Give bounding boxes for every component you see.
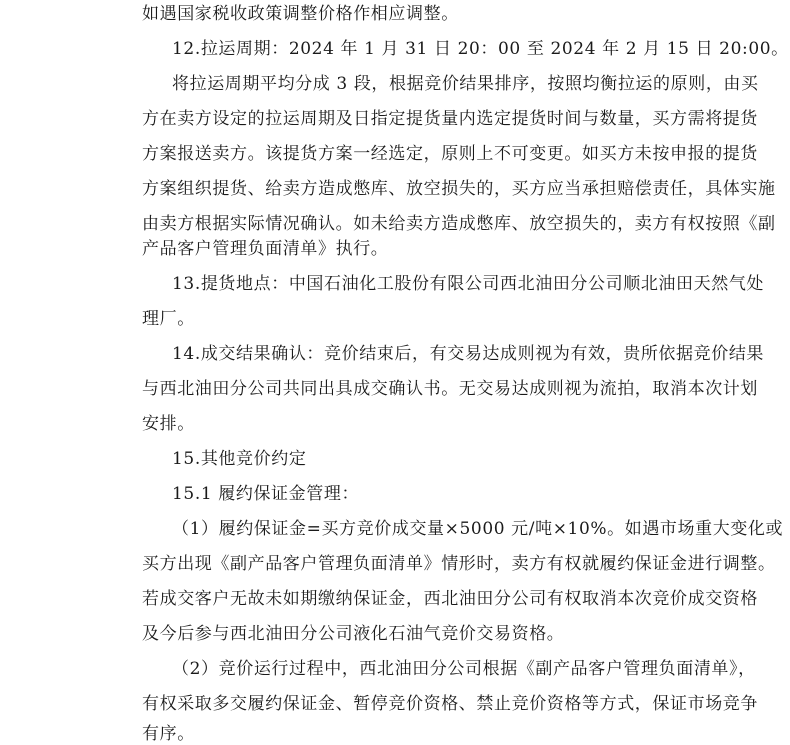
text-line: 安排。 [142,414,195,434]
text-line: （2）竞价运行过程中，西北油田分公司根据《副产品客户管理负面清单》， [172,659,756,679]
text-line: 方案报送卖方。该提货方案一经选定，原则上不可变更。如买方未按申报的提货 [142,144,758,164]
text-line: 及今后参与西北油田分公司液化石油气竞价交易资格。 [142,624,565,644]
text-line: 买方出现《副产品客户管理负面清单》情形时，卖方有权就履约保证金进行调整。 [142,554,776,574]
text-line: 14.成交结果确认：竞价结束后，有交易达成则视为有效，贵所依据竞价结果 [172,344,765,364]
text-line: 方案组织提货、给卖方造成憋库、放空损失的，买方应当承担赔偿责任，具体实施 [142,179,776,199]
text-line: 由卖方根据实际情况确认。如未给卖方造成憋库、放空损失的，卖方有权按照《副 [142,214,776,234]
text-line: 有权采取多交履约保证金、暂停竞价资格、禁止竞价资格等方式，保证市场竞争 [142,694,758,714]
text-line: 产品客户管理负面清单》执行。 [142,239,389,259]
text-line: 若成交客户无故未如期缴纳保证金，西北油田分公司有权取消本次竞价成交资格 [142,589,758,609]
section-heading: 15.其他竞价约定 [172,449,307,469]
text-line: 与西北油田分公司共同出具成交确认书。无交易达成则视为流拍，取消本次计划 [142,379,758,399]
text-line: 如遇国家税收政策调整价格作相应调整。 [142,4,459,24]
text-line: 将拉运周期平均分成 3 段，根据竞价结果排序，按照均衡拉运的原则，由买 [172,74,759,94]
text-line: 方在卖方设定的拉运周期及日指定提货量内选定提货时间与数量，买方需将提货 [142,109,758,129]
subsection-heading: 15.1 履约保证金管理： [172,484,360,504]
text-line-cut-off: 有序。 [142,724,195,744]
text-line: 13.提货地点：中国石油化工股份有限公司西北油田分公司顺北油田天然气处 [172,274,765,294]
text-line: （1）履约保证金=买方竞价成交量×5000 元/吨×10%。如遇市场重大变化或 [172,519,784,539]
text-line: 理厂。 [142,309,195,329]
text-line: 12.拉运周期：2024 年 1 月 31 日 20：00 至 2024 年 2 月 15 日 20:00。 [172,39,789,59]
